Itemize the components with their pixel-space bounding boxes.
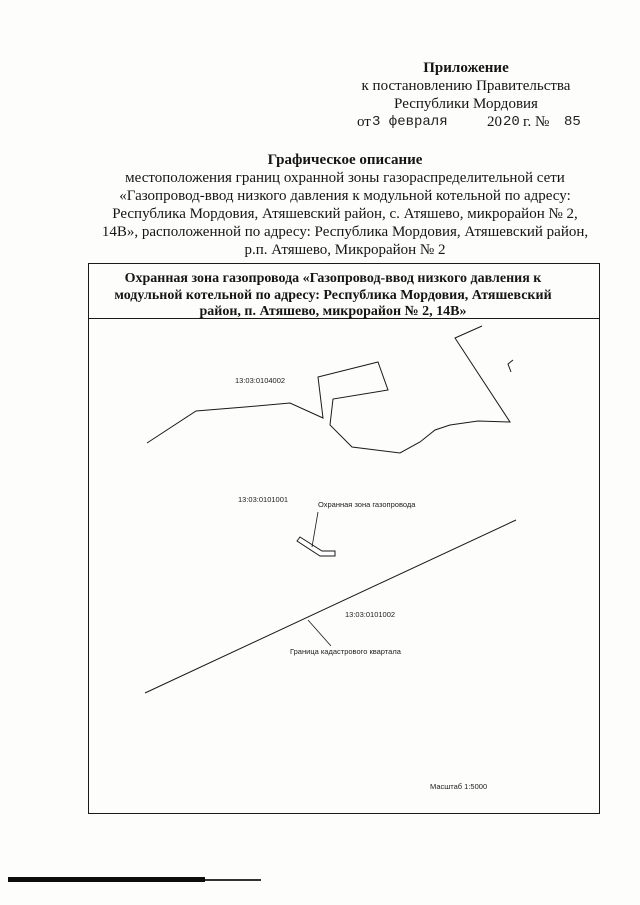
parcel-label-north: 13:03:0104002: [235, 376, 286, 385]
quarter-boundary-leader-line: [308, 620, 331, 646]
scale-label: Масштаб 1:5000: [430, 782, 488, 791]
parcel-label-south: 13:03:0101002: [345, 610, 396, 619]
description-line: 14В», расположенной по адресу: Республика Мордовия, Атяшевский район,: [101, 224, 589, 240]
description-line: местоположения границ охранной зоны газораспределительной сети: [125, 170, 565, 186]
parcel-label-center: 13:03:0101001: [238, 495, 289, 504]
gas-zone-label: Охранная зона газопровода: [318, 500, 416, 509]
appendix-line-republic: Республики Мордовия: [394, 96, 538, 112]
date-prefix: от: [357, 114, 371, 130]
bottom-scan-bar: [8, 877, 205, 882]
gas-pipeline-protection-zone: [297, 537, 335, 556]
appendix-line-resolution: к постановлению Правительства: [361, 78, 571, 94]
date-year-written: 20: [503, 114, 520, 130]
quarter-boundary-label: Граница кадастрового квартала: [290, 647, 401, 656]
map-header-line: Охранная зона газопровода «Газопровод-ввод низкого давления к: [124, 271, 542, 286]
description-line: Республика Мордовия, Атяшевский район, с. Атяшево, микрорайон № 2,: [112, 206, 578, 222]
bottom-scan-bar-tail: [205, 879, 261, 881]
appendix-title: Приложение: [423, 60, 509, 76]
map-mark: [508, 360, 513, 372]
description-line: «Газопровод-ввод низкого давления к модульной котельной по адресу:: [119, 188, 571, 204]
cadastral-quarter-boundary-line: [145, 520, 516, 693]
cadastral-boundary-north: [147, 326, 510, 453]
description-line: р.п. Атяшево, Микрорайон № 2: [244, 242, 446, 258]
map-header-line: модульной котельной по адресу: Республика Мордовия, Атяшевский: [114, 287, 552, 303]
date-year-typed: 20: [487, 114, 502, 130]
resolution-number: 85: [564, 114, 581, 130]
gas-zone-leader-line: [312, 512, 318, 547]
date-day-month: 3 февраля: [372, 114, 448, 130]
description-title: Графическое описание: [267, 152, 423, 168]
map-header-line: район, п. Атяшево, микрорайон № 2, 14В»: [199, 304, 467, 319]
date-year-suffix: г. №: [523, 114, 550, 130]
